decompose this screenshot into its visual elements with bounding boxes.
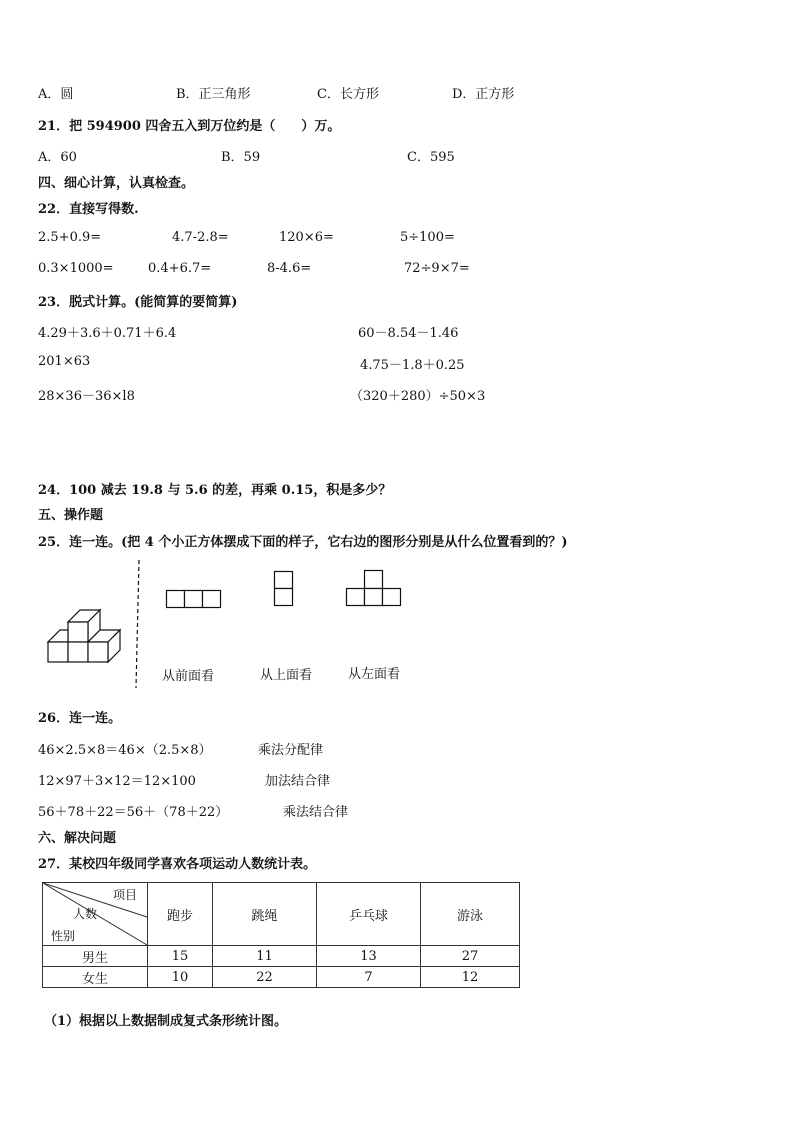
section-4-heading: 四、细心计算，认真检查。 [38,176,195,191]
q22-item: 0.4+6.7= [148,261,212,276]
table-corner-header [43,883,148,946]
view-figure-3 [346,570,404,608]
q22-item: 0.3×1000= [38,261,114,276]
q23-expression: 201×63 [38,354,91,369]
view-label-top: 从上面看 [260,668,313,683]
view-label-left: 从左面看 [348,667,401,682]
q21-option-b: B．59 [221,150,261,165]
column-header: 游泳 [421,883,520,946]
q25-stem: 25．连一连。(把 4 个小正方体摆成下面的样子，它右边的图形分别是从什么位置看到的？) [38,535,568,550]
q22-stem: 22．直接写得数. [38,202,139,217]
corner-label-item: 项目 [112,888,137,902]
table-cell: 10 [148,967,213,988]
sports-stats-table [42,882,520,988]
table-cell: 13 [317,946,421,967]
q22-item: 8-4.6= [267,261,312,276]
row-label: 男生 [43,946,148,967]
cube-stack-figure [40,600,130,670]
table-cell: 15 [148,946,213,967]
q26-law: 加法结合律 [265,774,331,789]
corner-label-gender: 性别 [51,929,76,943]
corner-label-count: 人数 [73,907,98,921]
q27-sub-question-1: （1）根据以上数据制成复式条形统计图。 [44,1014,288,1029]
view-figure-2 [274,571,296,609]
row-label: 女生 [43,967,148,988]
q23-expression: 28×36－36×l8 [38,389,135,404]
table-cell: 12 [421,967,520,988]
divider-dashed-line [136,560,142,690]
table-cell: 11 [213,946,317,967]
q22-item: 2.5+0.9= [38,230,102,245]
q21-stem: 21．把 594900 四舍五入到万位约是（ ）万。 [38,119,341,134]
q23-expression: 60－8.54－1.46 [358,326,459,341]
column-header: 跳绳 [213,883,317,946]
q20-option-a: A．圆 [38,87,74,102]
q21-option-c: C．595 [407,150,455,165]
q24-stem: 24．100 减去 19.8 与 5.6 的差，再乘 0.15，积是多少？ [38,483,392,498]
q26-equation: 12×97＋3×12＝12×100 [38,774,196,789]
table-cell: 7 [317,967,421,988]
q22-item: 5÷100= [400,230,455,245]
q20-option-c: C．长方形 [317,87,379,102]
section-6-heading: 六、解决问题 [38,831,117,846]
q21-option-a: A．60 [38,150,77,165]
view-figure-1 [166,590,222,610]
q22-item: 120×6= [279,230,334,245]
table-row [43,967,520,988]
q26-equation: 46×2.5×8＝46×（2.5×8） [38,743,212,758]
table-row [43,946,520,967]
q22-item: 4.7-2.8= [172,230,229,245]
q23-stem: 23．脱式计算。(能简算的要简算) [38,295,238,310]
q22-item: 72÷9×7= [404,261,470,276]
q26-stem: 26．连一连。 [38,711,122,726]
q26-law: 乘法结合律 [283,805,349,820]
q23-expression: （320＋280）÷50×3 [350,389,486,404]
column-header: 乒乓球 [317,883,421,946]
q26-equation: 56＋78＋22＝56＋（78＋22） [38,805,229,820]
q23-expression: 4.75－1.8＋0.25 [360,358,465,373]
view-label-front: 从前面看 [162,669,215,684]
table-cell: 27 [421,946,520,967]
q20-option-d: D．正方形 [452,87,515,102]
column-header: 跑步 [148,883,213,946]
section-5-heading: 五、操作题 [38,508,104,523]
q23-expression: 4.29＋3.6＋0.71＋6.4 [38,326,177,341]
q26-law: 乘法分配律 [258,743,324,758]
q27-stem: 27．某校四年级同学喜欢各项运动人数统计表。 [38,857,317,872]
table-cell: 22 [213,967,317,988]
q20-option-b: B．正三角形 [176,87,251,102]
